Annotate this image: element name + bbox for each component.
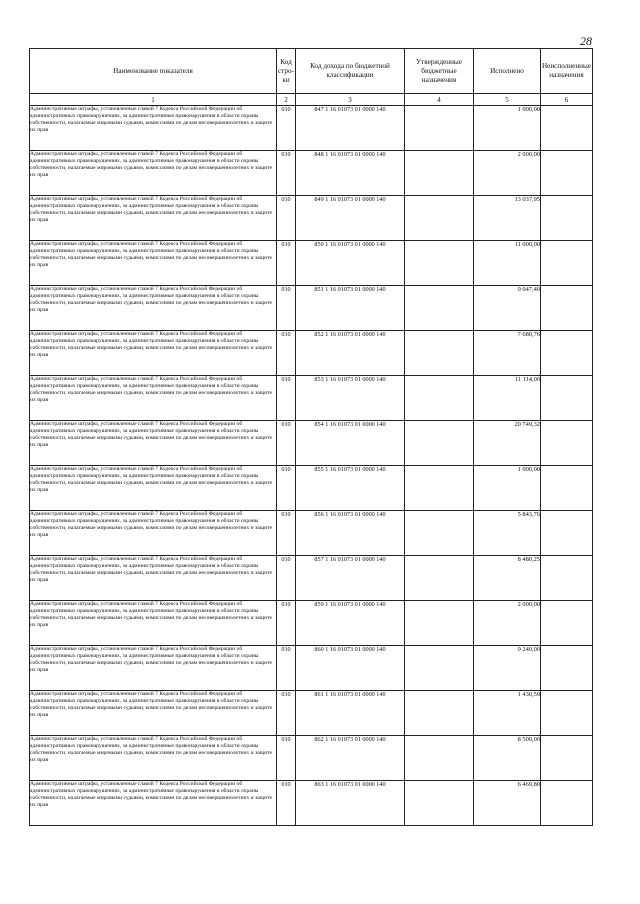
row-unexecuted [541, 331, 593, 376]
table-row [30, 556, 593, 601]
row-income-code: 847 1 16 01073 01 0000 140 [296, 106, 405, 151]
column-number: 2 [277, 94, 296, 106]
row-unexecuted [541, 376, 593, 421]
row-unexecuted [541, 646, 593, 691]
header-unexecuted: Неисполненные назначения [541, 49, 593, 94]
row-income-code: 849 1 16 01073 01 0000 140 [296, 196, 405, 241]
row-indicator-name: Административные штрафы, установленные главой 7 Кодекса Российской Федерации об административных правонарушениях, за административные правонарушения в области охраны собственности, налагаемые мировыми судьями, комиссиями по делам несовершеннолетних и защите их прав [30, 466, 277, 511]
row-approved [405, 556, 474, 601]
row-executed: 7 680,76 [474, 331, 541, 376]
row-executed: 13 037,95 [474, 196, 541, 241]
row-indicator-name: Административные штрафы, установленные главой 7 Кодекса Российской Федерации об административных правонарушениях, за административные правонарушения в области охраны собственности, налагаемые мировыми судьями, комиссиями по делам несовершеннолетних и защите их прав [30, 286, 277, 331]
row-unexecuted [541, 151, 593, 196]
row-income-code: 851 1 16 01073 01 0000 140 [296, 286, 405, 331]
row-executed: 1 000,00 [474, 466, 541, 511]
row-income-code: 850 1 16 01073 01 0000 140 [296, 241, 405, 286]
row-line-code: 010 [277, 781, 296, 826]
row-line-code: 010 [277, 646, 296, 691]
header-executed: Исполнено [474, 49, 541, 94]
row-approved [405, 691, 474, 736]
row-unexecuted [541, 781, 593, 826]
row-executed: 6 469,80 [474, 781, 541, 826]
row-executed: 5 843,76 [474, 511, 541, 556]
column-number: 4 [405, 94, 474, 106]
row-income-code: 857 1 16 01073 01 0000 140 [296, 556, 405, 601]
row-executed: 9 240,00 [474, 646, 541, 691]
row-executed: 11 000,00 [474, 241, 541, 286]
row-line-code: 010 [277, 376, 296, 421]
row-line-code: 010 [277, 241, 296, 286]
row-line-code: 010 [277, 511, 296, 556]
row-unexecuted [541, 196, 593, 241]
row-approved [405, 106, 474, 151]
row-executed: 1 430,59 [474, 691, 541, 736]
row-income-code: 856 1 16 01073 01 0000 140 [296, 511, 405, 556]
row-income-code: 854 1 16 01073 01 0000 140 [296, 421, 405, 466]
row-indicator-name: Административные штрафы, установленные главой 7 Кодекса Российской Федерации об административных правонарушениях, за административные правонарушения в области охраны собственности, налагаемые мировыми судьями, комиссиями по делам несовершеннолетних и защите их прав [30, 421, 277, 466]
row-income-code: 861 1 16 01073 01 0000 140 [296, 691, 405, 736]
row-indicator-name: Административные штрафы, установленные главой 7 Кодекса Российской Федерации об административных правонарушениях, за административные правонарушения в области охраны собственности, налагаемые мировыми судьями, комиссиями по делам несовершеннолетних и защите их прав [30, 106, 277, 151]
table-row [30, 151, 593, 196]
row-executed: 2 000,00 [474, 151, 541, 196]
column-number: 5 [474, 94, 541, 106]
row-income-code: 859 1 16 01073 01 0000 140 [296, 601, 405, 646]
column-number: 6 [541, 94, 593, 106]
table-body [30, 106, 593, 826]
header-row [30, 49, 593, 94]
table-row [30, 241, 593, 286]
income-table [29, 48, 593, 826]
row-income-code: 848 1 16 01073 01 0000 140 [296, 151, 405, 196]
row-income-code: 860 1 16 01073 01 0000 140 [296, 646, 405, 691]
row-line-code: 010 [277, 601, 296, 646]
row-approved [405, 151, 474, 196]
row-indicator-name: Административные штрафы, установленные главой 7 Кодекса Российской Федерации об административных правонарушениях, за административные правонарушения в области охраны собственности, налагаемые мировыми судьями, комиссиями по делам несовершеннолетних и защите их прав [30, 781, 277, 826]
row-line-code: 010 [277, 466, 296, 511]
row-approved [405, 466, 474, 511]
header-income-code: Код дохода по бюджетной классификации [296, 49, 405, 94]
row-indicator-name: Административные штрафы, установленные главой 7 Кодекса Российской Федерации об административных правонарушениях, за административные правонарушения в области охраны собственности, налагаемые мировыми судьями, комиссиями по делам несовершеннолетних и защите их прав [30, 241, 277, 286]
table-row [30, 466, 593, 511]
row-approved [405, 376, 474, 421]
row-executed: 8 480,25 [474, 556, 541, 601]
column-number: 3 [296, 94, 405, 106]
row-unexecuted [541, 511, 593, 556]
column-number: 1 [30, 94, 277, 106]
row-executed: 1 000,00 [474, 106, 541, 151]
row-income-code: 855 1 16 01073 01 0000 140 [296, 466, 405, 511]
table-row [30, 511, 593, 556]
row-line-code: 010 [277, 286, 296, 331]
row-indicator-name: Административные штрафы, установленные главой 7 Кодекса Российской Федерации об административных правонарушениях, за административные правонарушения в области охраны собственности, налагаемые мировыми судьями, комиссиями по делам несовершеннолетних и защите их прав [30, 601, 277, 646]
row-approved [405, 286, 474, 331]
table-row [30, 331, 593, 376]
table-row [30, 421, 593, 466]
row-indicator-name: Административные штрафы, установленные главой 7 Кодекса Российской Федерации об административных правонарушениях, за административные правонарушения в области охраны собственности, налагаемые мировыми судьями, комиссиями по делам несовершеннолетних и защите их прав [30, 376, 277, 421]
row-unexecuted [541, 691, 593, 736]
row-line-code: 010 [277, 106, 296, 151]
table-row [30, 781, 593, 826]
row-line-code: 010 [277, 691, 296, 736]
row-approved [405, 331, 474, 376]
row-line-code: 010 [277, 556, 296, 601]
row-executed: 9 047,40 [474, 286, 541, 331]
row-approved [405, 781, 474, 826]
table-row [30, 286, 593, 331]
row-unexecuted [541, 736, 593, 781]
table-row [30, 601, 593, 646]
row-indicator-name: Административные штрафы, установленные главой 7 Кодекса Российской Федерации об административных правонарушениях, за административные правонарушения в области охраны собственности, налагаемые мировыми судьями, комиссиями по делам несовершеннолетних и защите их прав [30, 556, 277, 601]
table-row [30, 691, 593, 736]
row-approved [405, 511, 474, 556]
table-row [30, 376, 593, 421]
row-approved [405, 421, 474, 466]
row-indicator-name: Административные штрафы, установленные главой 7 Кодекса Российской Федерации об административных правонарушениях, за административные правонарушения в области охраны собственности, налагаемые мировыми судьями, комиссиями по делам несовершеннолетних и защите их прав [30, 691, 277, 736]
table-row [30, 736, 593, 781]
page-number: 28 [580, 34, 592, 48]
row-income-code: 863 1 16 01073 01 0000 140 [296, 781, 405, 826]
row-approved [405, 241, 474, 286]
row-line-code: 010 [277, 421, 296, 466]
row-unexecuted [541, 556, 593, 601]
row-unexecuted [541, 286, 593, 331]
row-unexecuted [541, 106, 593, 151]
row-income-code: 853 1 16 01073 01 0000 140 [296, 376, 405, 421]
row-approved [405, 196, 474, 241]
row-indicator-name: Административные штрафы, установленные главой 7 Кодекса Российской Федерации об административных правонарушениях, за административные правонарушения в области охраны собственности, налагаемые мировыми судьями, комиссиями по делам несовершеннолетних и защите их прав [30, 511, 277, 556]
row-executed: 11 114,00 [474, 376, 541, 421]
row-indicator-name: Административные штрафы, установленные главой 7 Кодекса Российской Федерации об административных правонарушениях, за административные правонарушения в области охраны собственности, налагаемые мировыми судьями, комиссиями по делам несовершеннолетних и защите их прав [30, 331, 277, 376]
row-executed: 2 000,00 [474, 601, 541, 646]
row-line-code: 010 [277, 331, 296, 376]
table-row [30, 106, 593, 151]
row-unexecuted [541, 421, 593, 466]
row-line-code: 010 [277, 196, 296, 241]
row-unexecuted [541, 241, 593, 286]
row-approved [405, 646, 474, 691]
row-indicator-name: Административные штрафы, установленные главой 7 Кодекса Российской Федерации об административных правонарушениях, за административные правонарушения в области охраны собственности, налагаемые мировыми судьями, комиссиями по делам несовершеннолетних и защите их прав [30, 646, 277, 691]
row-unexecuted [541, 466, 593, 511]
row-income-code: 862 1 16 01073 01 0000 140 [296, 736, 405, 781]
header-line-code: Код стро-ки [277, 49, 296, 94]
row-unexecuted [541, 601, 593, 646]
table-row [30, 646, 593, 691]
row-income-code: 852 1 16 01073 01 0000 140 [296, 331, 405, 376]
row-executed: 20 749,32 [474, 421, 541, 466]
row-approved [405, 601, 474, 646]
column-number-row [30, 94, 593, 106]
row-executed: 8 500,00 [474, 736, 541, 781]
table-row [30, 196, 593, 241]
header-indicator-name: Наименование показателя [30, 49, 277, 94]
row-line-code: 010 [277, 736, 296, 781]
row-line-code: 010 [277, 151, 296, 196]
header-approved: Утвержденные бюджетные назначения [405, 49, 474, 94]
row-indicator-name: Административные штрафы, установленные главой 7 Кодекса Российской Федерации об административных правонарушениях, за административные правонарушения в области охраны собственности, налагаемые мировыми судьями, комиссиями по делам несовершеннолетних и защите их прав [30, 151, 277, 196]
row-approved [405, 736, 474, 781]
row-indicator-name: Административные штрафы, установленные главой 7 Кодекса Российской Федерации об административных правонарушениях, за административные правонарушения в области охраны собственности, налагаемые мировыми судьями, комиссиями по делам несовершеннолетних и защите их прав [30, 196, 277, 241]
row-indicator-name: Административные штрафы, установленные главой 7 Кодекса Российской Федерации об административных правонарушениях, за административные правонарушения в области охраны собственности, налагаемые мировыми судьями, комиссиями по делам несовершеннолетних и защите их прав [30, 736, 277, 781]
